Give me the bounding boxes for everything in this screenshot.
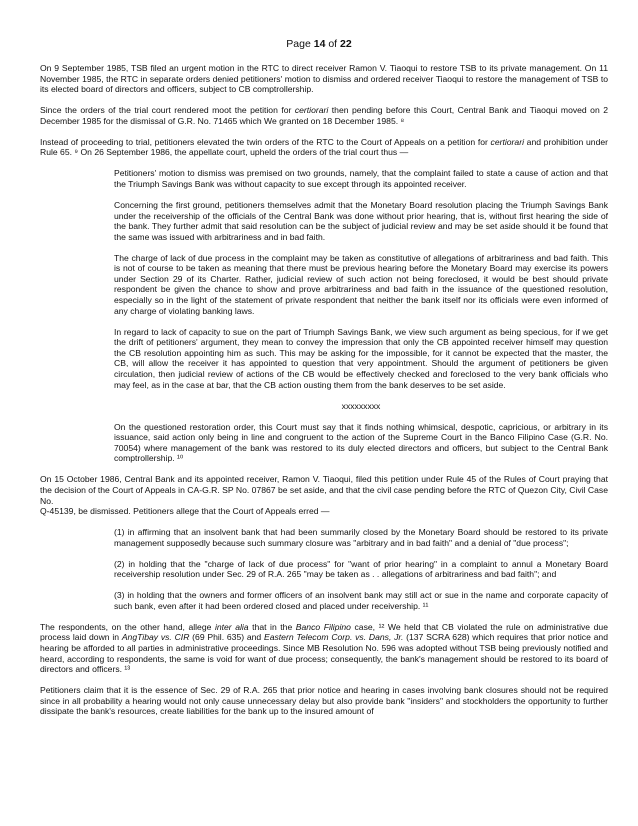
paragraph-3: Instead of proceeding to trial, petitioners elevated the twin orders of the RTC to the Court of Appeals on a petition for certiorari and prohibition under Rule 65. ⁹ On 26 September 1986, the appellate court, upheld the orders of the trial court thus — — [40, 136, 608, 158]
section-separator: xxxxxxxxx — [341, 400, 381, 411]
document-body — [40, 63, 608, 727]
quoted-paragraph-2: Concerning the first ground, petitioners themselves admit that the Monetary Board resolution placing the Triumph Savings Bank under the receivership of the officials of the Central Bank was done without prior hearing, that is, without first hearing the side of the bank. They further admit that said resolution can be the subject of judicial review and may be set aside should it be found that the same was issued with arbitrariness and in bad faith. — [114, 199, 608, 242]
quoted-paragraph-5: On the questioned restoration order, this Court must say that it finds nothing whimsical, despotic, capricious, or arbitrary in its issuance, said action only being in line and congruent to the action of the Supreme Court in the Banco Filipino Case (G.R. No. 70054) where management of the bank was restored to its duly elected directors and officers, but subject to the Central Bank comptrollership. ¹⁰ — [114, 421, 608, 464]
error-item-2: (2) in holding that the "charge of lack of due process" for "want of prior hearing" in a complaint to annul a Monetary Board receivership resolution under Sec. 29 of R.A. 265 "may be taken as . . allegations of arbitrariness and bad faith"; and — [114, 558, 608, 580]
quoted-paragraph-1: Petitioners' motion to dismiss was premised on two grounds, namely, that the complaint failed to state a cause of action and that the Triumph Savings Bank was without capacity to sue except through its appointed receiver. — [114, 168, 608, 189]
page-number-header: Page 14 of 22 — [286, 38, 352, 50]
paragraph-4: On 15 October 1986, Central Bank and its appointed receiver, Ramon V. Tiaoqui, filed this petition under Rule 45 of the Rules of Court praying that the decision of the Court of Appeals in CA-G.R. SP No. 07867 be set aside, and that the civil case pending before the RTC of Quezon City, Civil Case No. Q-45139, be dismissed. Petitioners allege that the Court of Appeals erred — — [40, 474, 608, 517]
error-item-3: (3) in holding that the owners and former officers of an insolvent bank may still act or sue in the name and corporate capacity of such bank, even after it had been ordered closed and placed under receivership. ¹¹ — [114, 590, 608, 611]
error-item-1: (1) in affirming that an insolvent bank that had been summarily closed by the Monetary Board should be restored to its private management supposedly because such summary closure was "arbitrary and in bad faith" and a denial of "due process"; — [114, 527, 608, 548]
quoted-paragraph-3: The charge of lack of due process in the complaint may be taken as constitutive of allegations of arbitrariness and bad faith. This is not of course to be taken as meaning that there must be previous hearing before the Monetary Board may exercise its powers under Section 29 of its Charter. Rather, judicial review of such action not being foreclosed, it would be best should private respondent be given the chance to show and prove arbitrariness and bad faith in the issuance of the questioned resolution, especially so in the light of the statement of private respondent that neither the bank itself nor its officials were even informed of any charge of violating banking laws. — [114, 252, 608, 316]
current-page-number: 14 — [313, 38, 326, 50]
quoted-paragraph-4: In regard to lack of capacity to sue on the part of Triumph Savings Bank, we view such argument as being specious, for if we get the drift of petitioners' argument, they mean to convey the impression that only the CB appointed receiver himself may question the CB resolution appointing him as such. This may be asking for the impossible, for it cannot be expected that the master, the CB, will allow the receiver it has appointed to question that very appointment. Should the argument of petitioners be given circulation, then judicial review of actions of the CB would be effectively checked and foreclosed to the very bank officials who may feel, as in the case at bar, that the CB action ousting them from the bank deserves to be set aside. — [114, 326, 608, 390]
paragraph-2: Since the orders of the trial court rendered moot the petition for certiorari then pending before this Court, Central Bank and Tiaoqui moved on 2 December 1985 for the dismissal of G.R. No. 71465 which We granted on 18 December 1985. ⁸ — [40, 105, 609, 126]
paragraph-1: On 9 September 1985, TSB filed an urgent motion in the RTC to direct receiver Ramon V. Tiaoqui to restore TSB to its private management. On 11 November 1985, the RTC in separate orders denied petitioners' motion to dismiss and ordered receiver Tiaoqui to restore the management of TSB to its elected board of directors and officers, subject to CB comptrollership. — [40, 63, 608, 95]
paragraph-6: Petitioners claim that it is the essence of Sec. 29 of R.A. 265 that prior notice and hearing in cases involving bank closures should not be required since in all probability a hearing would not only cause unnecessary delay but also provide bank "insiders" and stockholders the opportunity to further dissipate the bank's resources, create liabilities for the bank up to the insured amount of — [40, 685, 608, 717]
paragraph-5: The respondents, on the other hand, allege inter alia that in the Banco Filipino case, ¹² We held that CB violated the rule on administrative due process laid down in AngTibay vs. CIR (69 Phil. 635) and Eastern Telecom Corp. vs. Dans, Jr. (137 SCRA 628) which requires that prior notice and hearing be afforded to all parties in administrative proceedings. Since MB Resolution No. 596 was adopted without TSB being previously notified and heard, according to respondents, the same is void for want of due process; consequently, the bank's management should be restored to its board of directors and officers. ¹³ — [40, 621, 608, 675]
total-page-count: 22 — [340, 38, 352, 50]
